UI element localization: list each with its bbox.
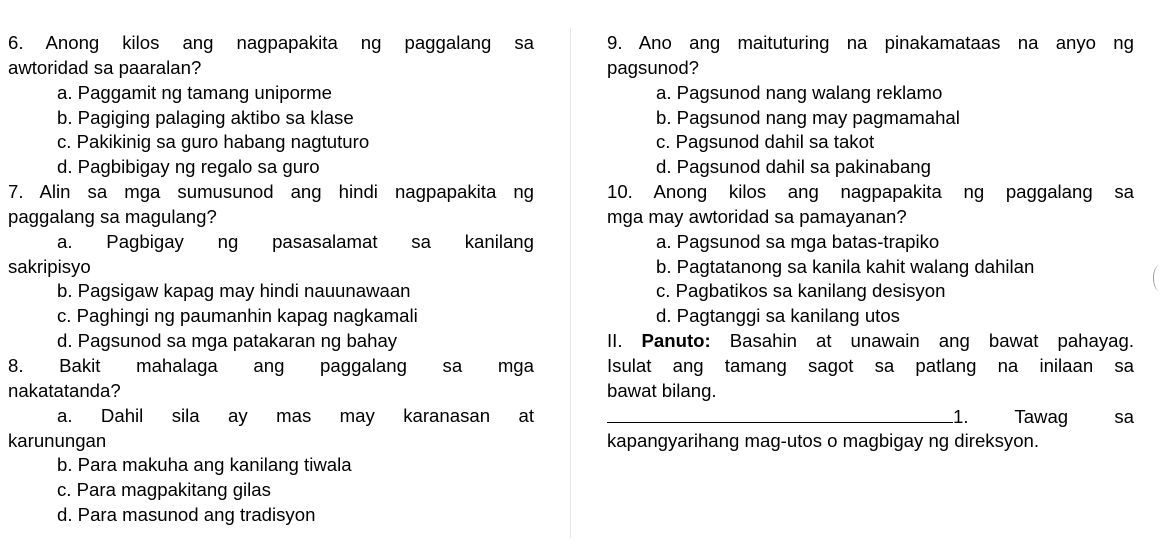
question-9-option-a: a. Pagsunod nang walang reklamo: [656, 81, 943, 103]
question-9-option-b: b. Pagsunod nang may pagmamahal: [656, 106, 960, 128]
edge-bracket-mark: [1153, 265, 1162, 291]
question-8-line-2: nakatatanda?: [8, 379, 121, 401]
question-10-option-c: c. Pagbatikos sa kanilang desisyon: [656, 280, 946, 302]
question-6-option-c: c. Pakikinig sa guro habang nagtuturo: [57, 131, 370, 153]
question-6-line-1: 6. Anong kilos ang nagpapakita ng paggalang sa: [8, 32, 534, 53]
part-2-instructions-line-1: [607, 329, 1134, 354]
question-6-option-d: d. Pagbibigay ng regalo sa guro: [57, 156, 320, 178]
question-7-option-a-line-2: sakripisyo: [8, 255, 91, 277]
question-6-line-2: awtoridad sa paaralan?: [8, 56, 202, 78]
question-7-option-c: c. Paghingi ng paumanhin kapag nagkamali: [57, 305, 418, 327]
instructions-text: Basahin at unawain ang bawat pahayag.: [710, 330, 1134, 352]
question-9-line-2: pagsunod?: [607, 56, 700, 78]
question-8-option-a-line-2: karunungan: [8, 429, 107, 451]
question-9-option-d: d. Pagsunod dahil sa pakinabang: [656, 156, 931, 178]
right-column: [607, 31, 1134, 453]
part-2-numeral: II.: [607, 330, 642, 352]
question-8-option-b: b. Para makuha ang kanilang tiwala: [57, 454, 352, 476]
item-1-line-1: [607, 404, 1134, 429]
question-6-option-a: a. Paggamit ng tamang uniporme: [57, 81, 332, 103]
instructions-label: Panuto:: [641, 330, 711, 352]
question-8-line-1: 8. Bakit mahalaga ang paggalang sa mga: [8, 354, 534, 376]
question-10-option-a: a. Pagsunod sa mga batas-trapiko: [656, 230, 940, 252]
question-8-option-a-line-1: a. Dahil sila ay mas may karanasan at: [57, 404, 534, 426]
question-9-line-1: 9. Ano ang maituturing na pinakamataas na anyo ng: [607, 32, 1134, 53]
question-9-option-c: c. Pagsunod dahil sa takot: [656, 131, 875, 153]
question-6-option-b: b. Pagiging palaging aktibo sa klase: [57, 106, 354, 128]
question-8-option-d: d. Para masunod ang tradisyon: [57, 504, 316, 526]
item-1-line-2: kapangyarihang mag-utos o magbigay ng direksyon.: [607, 429, 1040, 451]
question-10-line-2: mga may awtoridad sa pamayanan?: [607, 205, 907, 227]
part-2-instructions-line-3: bawat bilang.: [607, 379, 717, 401]
item-1-text: 1. Tawag sa: [953, 405, 1134, 427]
question-7-option-a-line-1: a. Pagbigay ng pasasalamat sa kanilang: [57, 230, 534, 252]
part-2-instructions-line-2: Isulat ang tamang sagot sa patlang na inilaan sa: [607, 354, 1134, 376]
question-7-line-2: paggalang sa magulang?: [8, 205, 217, 227]
column-divider: [570, 28, 571, 538]
question-7-line-1: 7. Alin sa mga sumusunod ang hindi nagpapakita ng: [8, 181, 534, 203]
left-column: [8, 31, 534, 528]
question-10-line-1: 10. Anong kilos ang nagpapakita ng paggalang sa: [607, 181, 1134, 203]
question-8-option-c: c. Para magpakitang gilas: [57, 479, 271, 501]
answer-blank[interactable]: [607, 404, 953, 423]
question-10-option-d: d. Pagtanggi sa kanilang utos: [656, 305, 900, 327]
question-10-option-b: b. Pagtatanong sa kanila kahit walang dahilan: [656, 255, 1035, 277]
question-7-option-d: d. Pagsunod sa mga patakaran ng bahay: [57, 330, 398, 352]
question-7-option-b: b. Pagsigaw kapag may hindi nauunawaan: [57, 280, 411, 302]
